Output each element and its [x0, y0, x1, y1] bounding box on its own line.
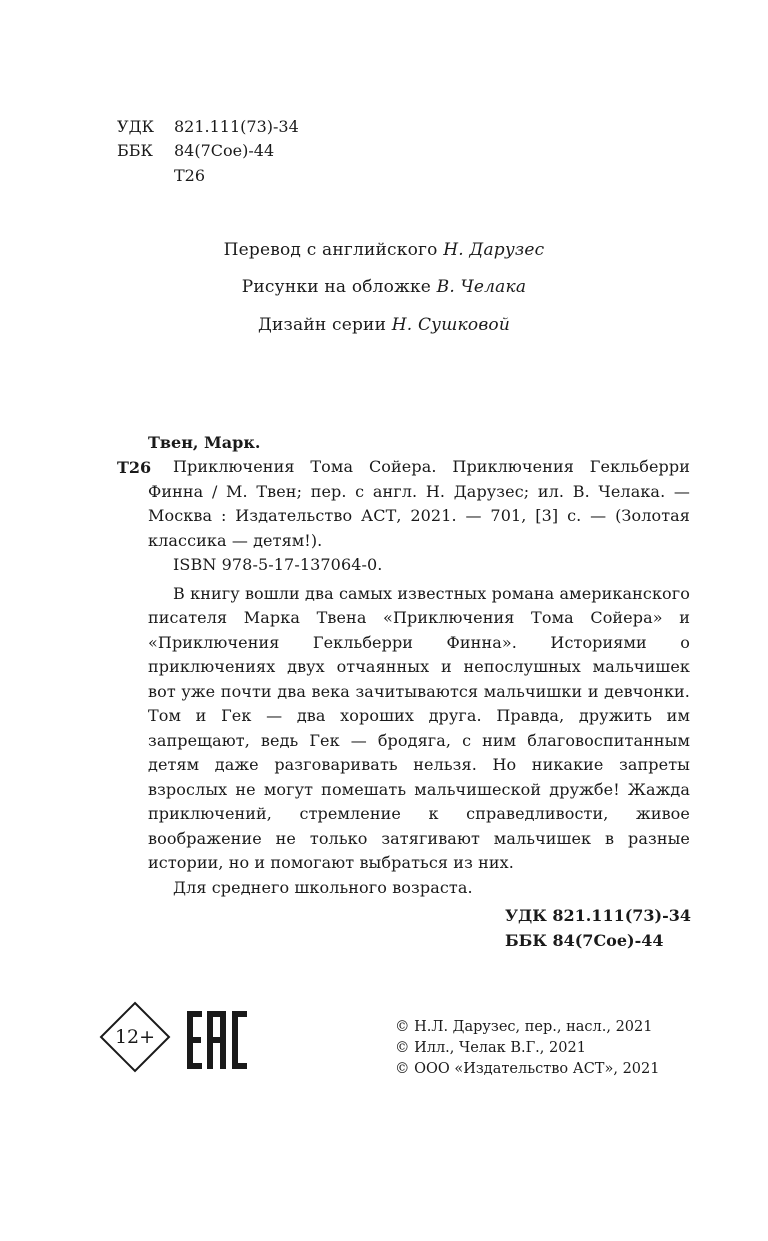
- record-isbn: ISBN 978-5-17-137064-0.: [173, 555, 383, 574]
- bbk-value: 84(7Сое)-44: [174, 141, 275, 160]
- cover-artist-name: В. Челака: [436, 277, 527, 297]
- codes-right: [505, 903, 691, 953]
- record-annotation: В книгу вошли два самых известных романа американского писателя Марка Твена «Приключения Тома Сойера» и «Приключения Гекльберри Финна». Историями о приключениях двух отчаянных и непослушных мальчишек вот уже почти два века зачитываются мальчишки и девчонки. Том и Гек — два хороших друга. Правда, дружить им запрещают, ведь Гек — бродяга, с ним благовоспитанным детям даже разговаривать нельзя. Но никакие запреты взрослых не могут помешать мальчишеской дружбе! Жажда приключений, стремление к справедливости, живое воображение не только затягивают мальчишек в разные истории, но и помогают выбраться из них.: [148, 583, 690, 872]
- udk-row: [117, 116, 357, 138]
- bbk-label: ББК: [117, 141, 153, 160]
- record-description: Приключения Тома Сойера. Приключения Гекльберри Финна / М. Твен; пер. с англ. Н. Дарузес; ил. В. Челака. — Москва : Издательство АСТ, 2021. — 701, [3] с. — (Золотая классика — детям!).: [148, 457, 690, 550]
- age-rating-badge: [99, 1001, 171, 1073]
- cover-credit: [0, 275, 768, 299]
- udk-value: 821.111(73)-34: [174, 117, 299, 136]
- age-rating-label: 12+: [114, 1026, 156, 1048]
- eac-logo-icon: [187, 1011, 247, 1069]
- author-mark-top: Т26: [174, 166, 206, 185]
- record-body: [148, 455, 690, 900]
- translation-prefix: Перевод с английского: [223, 240, 438, 260]
- copyright-line: © Н.Л. Дарузес, пер., насл., 2021: [395, 1019, 653, 1035]
- classification-block: [117, 116, 357, 186]
- design-prefix: Дизайн серии: [257, 315, 387, 335]
- eac-mark-icon: [187, 1011, 247, 1069]
- translator-name: Н. Дарузес: [443, 240, 545, 260]
- copyright-line: © ООО «Издательство АСТ», 2021: [395, 1061, 660, 1077]
- designer-name: Н. Сушковой: [391, 315, 511, 335]
- record-heading: Твен, Марк.: [148, 433, 261, 452]
- udk-label: УДК: [117, 117, 154, 136]
- bbk-row: [117, 140, 357, 162]
- bbk-code-right: ББК 84(7Сое)-44: [505, 931, 664, 950]
- record-author-mark: Т26: [117, 458, 152, 477]
- copyright-line: © Илл., Челак В.Г., 2021: [395, 1040, 586, 1056]
- cover-prefix: Рисунки на обложке: [241, 277, 432, 297]
- udk-code-right: УДК 821.111(73)-34: [505, 906, 692, 925]
- translation-credit: [0, 238, 768, 262]
- design-credit: [0, 313, 768, 337]
- record-audience: Для среднего школьного возраста.: [173, 877, 473, 897]
- copyright-block: [395, 1017, 659, 1080]
